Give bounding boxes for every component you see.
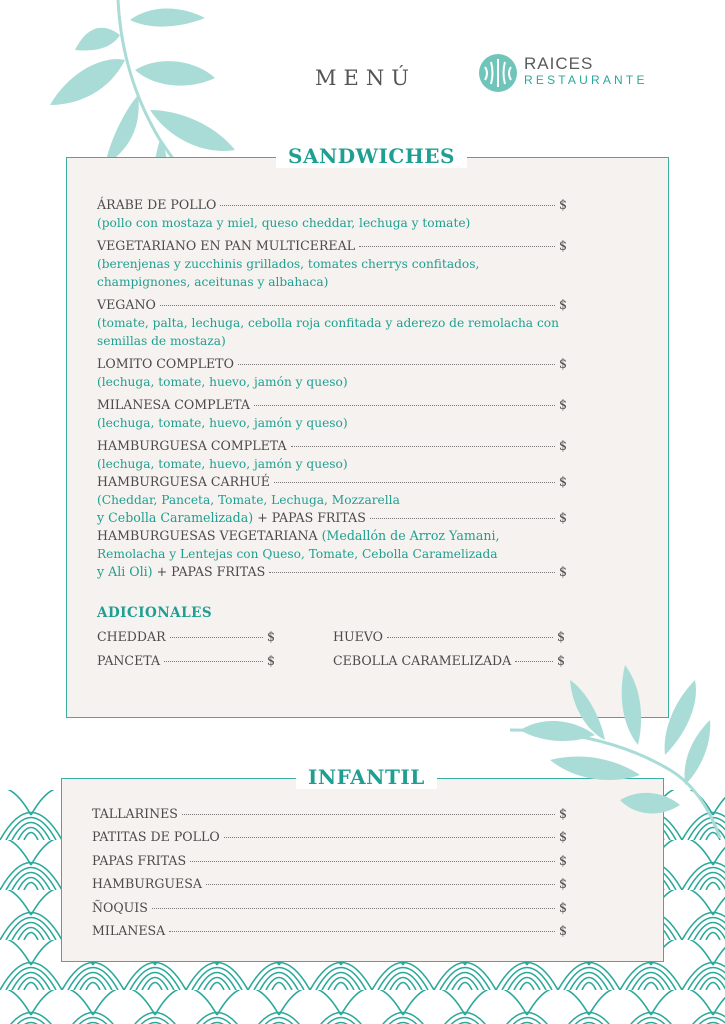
item-name: PATITAS DE POLLO [92, 829, 220, 845]
adicionales-list-left [97, 628, 275, 676]
item-name: ÑOQUIS [92, 899, 148, 915]
menu-item [97, 396, 567, 432]
dot-leader [160, 305, 555, 306]
item-description: (tomate, palta, lechuga, cebolla roja confitada y aderezo de remolacha con semillas de mostaza) [97, 316, 559, 348]
item-name: CEBOLLA CARAMELIZADA [333, 653, 512, 668]
item-name: HAMBURGUESA [92, 876, 202, 892]
item-description: (Cheddar, Panceta, Tomate, Lechuga, Mozzarella [97, 493, 400, 507]
item-price: $ [558, 922, 567, 938]
dot-leader [387, 637, 553, 638]
menu-item [97, 296, 567, 350]
leaf-logo-icon [478, 53, 518, 93]
item-description: (Medallón de Arroz Yamani, [321, 528, 500, 543]
item-name: MILANESA [92, 922, 166, 938]
item-price: $ [558, 852, 567, 868]
list-item [92, 875, 567, 893]
item-name: PAPAS FRITAS [92, 852, 187, 868]
dot-leader [164, 661, 263, 662]
sandwiches-list [97, 196, 567, 586]
item-price: $ [558, 876, 567, 892]
dot-leader [169, 931, 555, 932]
item-price: $ [556, 653, 565, 668]
menu-item [97, 355, 567, 391]
item-name: PANCETA [97, 653, 161, 668]
item-name: TALLARINES [92, 806, 178, 821]
item-name: VEGANO [97, 297, 156, 312]
list-item [97, 652, 275, 670]
item-price: $ [558, 238, 567, 253]
item-description: (berenjenas y zucchinis grillados, tomates cherrys confitados, champignones, aceitunas y albahaca) [97, 257, 480, 289]
item-extra: + PAPAS FRITAS [156, 564, 266, 579]
item-description: (lechuga, tomate, huevo, jamón y queso) [97, 375, 348, 389]
item-price: $ [558, 397, 567, 412]
item-name: MILANESA COMPLETA [97, 397, 250, 412]
item-name: LOMITO COMPLETO [97, 356, 234, 371]
item-description: (lechuga, tomate, huevo, jamón y queso) [97, 416, 348, 430]
infantil-list [92, 805, 567, 945]
dot-leader [238, 364, 555, 365]
menu-item [97, 437, 567, 473]
item-name: ÁRABE DE POLLO [97, 197, 217, 212]
dot-leader [291, 446, 555, 447]
item-description: y Ali Oli) [97, 564, 153, 579]
sandwiches-section [66, 144, 669, 718]
item-price: $ [558, 474, 567, 489]
item-price: $ [558, 806, 567, 821]
dot-leader [190, 861, 555, 862]
dot-leader [254, 405, 555, 406]
item-description: Remolacha y Lentejas con Queso, Tomate, Cebolla Caramelizada [97, 547, 498, 561]
dot-leader [269, 572, 555, 573]
list-item [92, 852, 567, 870]
dot-leader [152, 908, 555, 909]
logo-subtitle: RESTAURANTE [524, 73, 648, 87]
item-description: y Cebolla Caramelizada) [97, 510, 254, 525]
dot-leader [274, 482, 555, 483]
menu-item [97, 196, 567, 232]
item-name: HAMBURGUESA COMPLETA [97, 438, 287, 453]
logo-name: RAICES [524, 54, 594, 73]
item-price: $ [558, 356, 567, 371]
item-price: $ [556, 629, 565, 644]
item-price: $ [558, 438, 567, 453]
dot-leader [370, 518, 555, 519]
dot-leader [170, 637, 263, 638]
menu-item [97, 237, 567, 291]
item-price: $ [558, 829, 567, 845]
item-description: (pollo con mostaza y miel, queso cheddar, lechuga y tomate) [97, 216, 471, 230]
dot-leader [220, 205, 555, 206]
adicionales-title: ADICIONALES [97, 605, 213, 621]
item-price: $ [558, 564, 567, 579]
dot-leader [359, 246, 555, 247]
list-item [92, 922, 567, 940]
item-extra: + PAPAS FRITAS [257, 510, 366, 525]
list-item [333, 628, 565, 646]
list-item [97, 628, 275, 646]
item-price: $ [558, 197, 567, 212]
item-price: $ [558, 297, 567, 312]
item-price: $ [558, 899, 567, 915]
menu-title: MENÚ [315, 66, 416, 90]
sandwiches-title: SANDWICHES [276, 144, 467, 168]
item-name: VEGETARIANO EN PAN MULTICEREAL [97, 238, 356, 253]
menu-item-vegetariana [97, 527, 567, 581]
menu-item-carhue [97, 473, 567, 527]
item-price: $ [266, 653, 275, 668]
item-name: HAMBURGUESAS VEGETARIANA [97, 528, 318, 543]
restaurant-logo [478, 53, 678, 93]
leaf-branch-icon [500, 660, 725, 840]
list-item [92, 828, 567, 846]
infantil-title: INFANTIL [296, 765, 437, 789]
item-description: (lechuga, tomate, huevo, jamón y queso) [97, 457, 348, 471]
list-item [92, 899, 567, 917]
item-price: $ [558, 510, 567, 525]
item-name: HAMBURGUESA CARHUÉ [97, 474, 270, 489]
list-item [92, 805, 567, 823]
item-name: CHEDDAR [97, 629, 166, 644]
item-price: $ [266, 629, 275, 644]
item-name: HUEVO [333, 629, 383, 644]
dot-leader [206, 884, 555, 885]
